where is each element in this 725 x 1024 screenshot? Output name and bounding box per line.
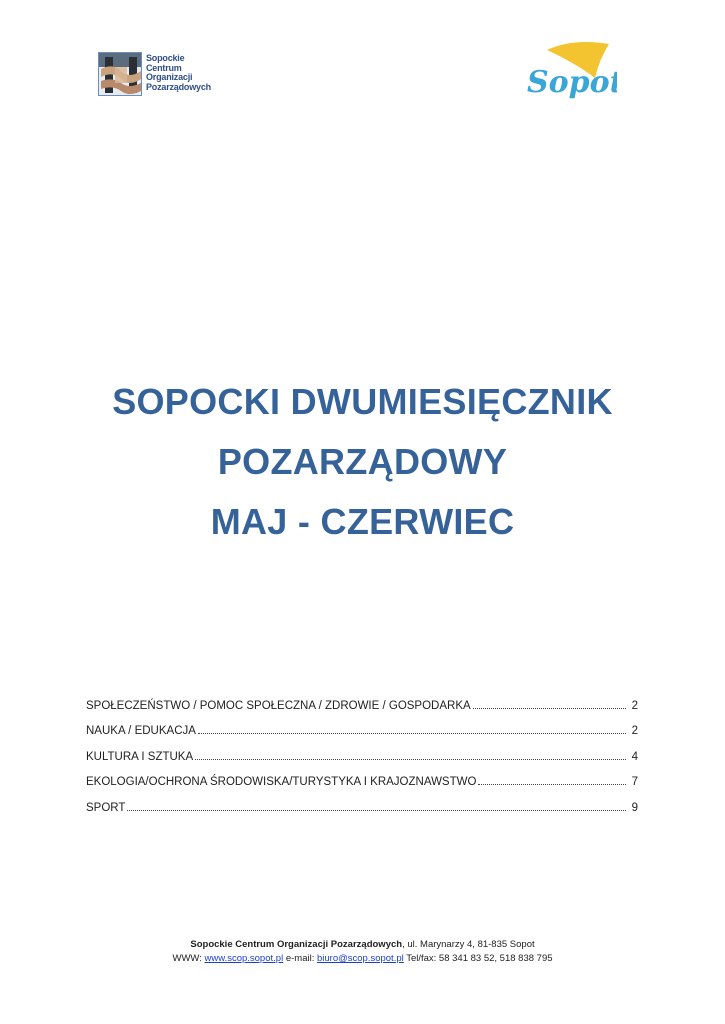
footer-org-name: Sopockie Centrum Organizacji Pozarządowych	[190, 939, 403, 950]
toc-entry-label: SPOŁECZEŃSTWO / POMOC SPOŁECZNA / ZDROWIE / GOSPODARKA	[86, 699, 471, 712]
logo-line-4: Pozarządowych	[146, 81, 211, 92]
page-footer	[0, 938, 725, 966]
toc-entry-sport[interactable]	[86, 788, 638, 814]
sopot-logo-text: Sopot	[527, 65, 617, 100]
toc-leader-dots	[478, 783, 626, 785]
logo-line-1: Sopockie	[146, 53, 185, 63]
toc-page-number: 7	[631, 776, 638, 788]
toc-entry-label: SPORT	[86, 801, 126, 814]
logo-line-3: Organizacji	[146, 72, 193, 82]
document-title	[0, 372, 725, 552]
footer-address: , ul. Marynarzy 4, 81-835 Sopot	[402, 939, 535, 950]
footer-email-label: e-mail:	[283, 953, 317, 964]
toc-entry-nauka[interactable]	[86, 712, 638, 738]
toc-leader-dots	[198, 732, 626, 734]
footer-www-label: WWW:	[172, 953, 205, 964]
footer-contact-line	[0, 952, 725, 966]
scop-logo-text	[146, 54, 216, 92]
title-line-1: SOPOCKI DWUMIESIĘCZNIK	[112, 381, 613, 422]
toc-entry-spoleczenstwo[interactable]	[86, 686, 638, 712]
table-of-contents	[86, 686, 638, 814]
logo-line-2: Centrum	[146, 62, 182, 73]
toc-leader-dots	[127, 809, 626, 811]
footer-address-line	[0, 938, 725, 952]
footer-phone: Tel/fax: 58 341 83 52, 518 838 795	[403, 953, 553, 964]
toc-page-number: 2	[631, 699, 638, 712]
toc-page-number: 2	[631, 725, 638, 737]
toc-leader-dots	[195, 758, 626, 760]
title-line-3: MAJ - CZERWIEC	[210, 501, 515, 542]
toc-leader-dots	[473, 707, 626, 709]
toc-page-number: 9	[631, 801, 638, 814]
toc-entry-kultura[interactable]	[86, 737, 638, 763]
toc-entry-ekologia[interactable]	[86, 763, 638, 789]
email-link[interactable]: biuro@scop.sopot.pl	[316, 953, 404, 964]
website-link[interactable]: www.scop.sopot.pl	[204, 953, 284, 964]
toc-entry-label: KULTURA I SZTUKA	[86, 750, 194, 763]
hands-photo-icon	[98, 52, 142, 96]
scop-logo	[98, 52, 210, 100]
toc-entry-label: EKOLOGIA/OCHRONA ŚRODOWISKA/TURYSTYKA I KRAJOZNAWSTWO	[86, 776, 477, 788]
title-line-2: POZARZĄDOWY	[217, 441, 508, 482]
toc-page-number: 4	[631, 750, 638, 763]
sopot-logo	[525, 40, 617, 110]
toc-entry-label: NAUKA / EDUKACJA	[86, 725, 196, 737]
